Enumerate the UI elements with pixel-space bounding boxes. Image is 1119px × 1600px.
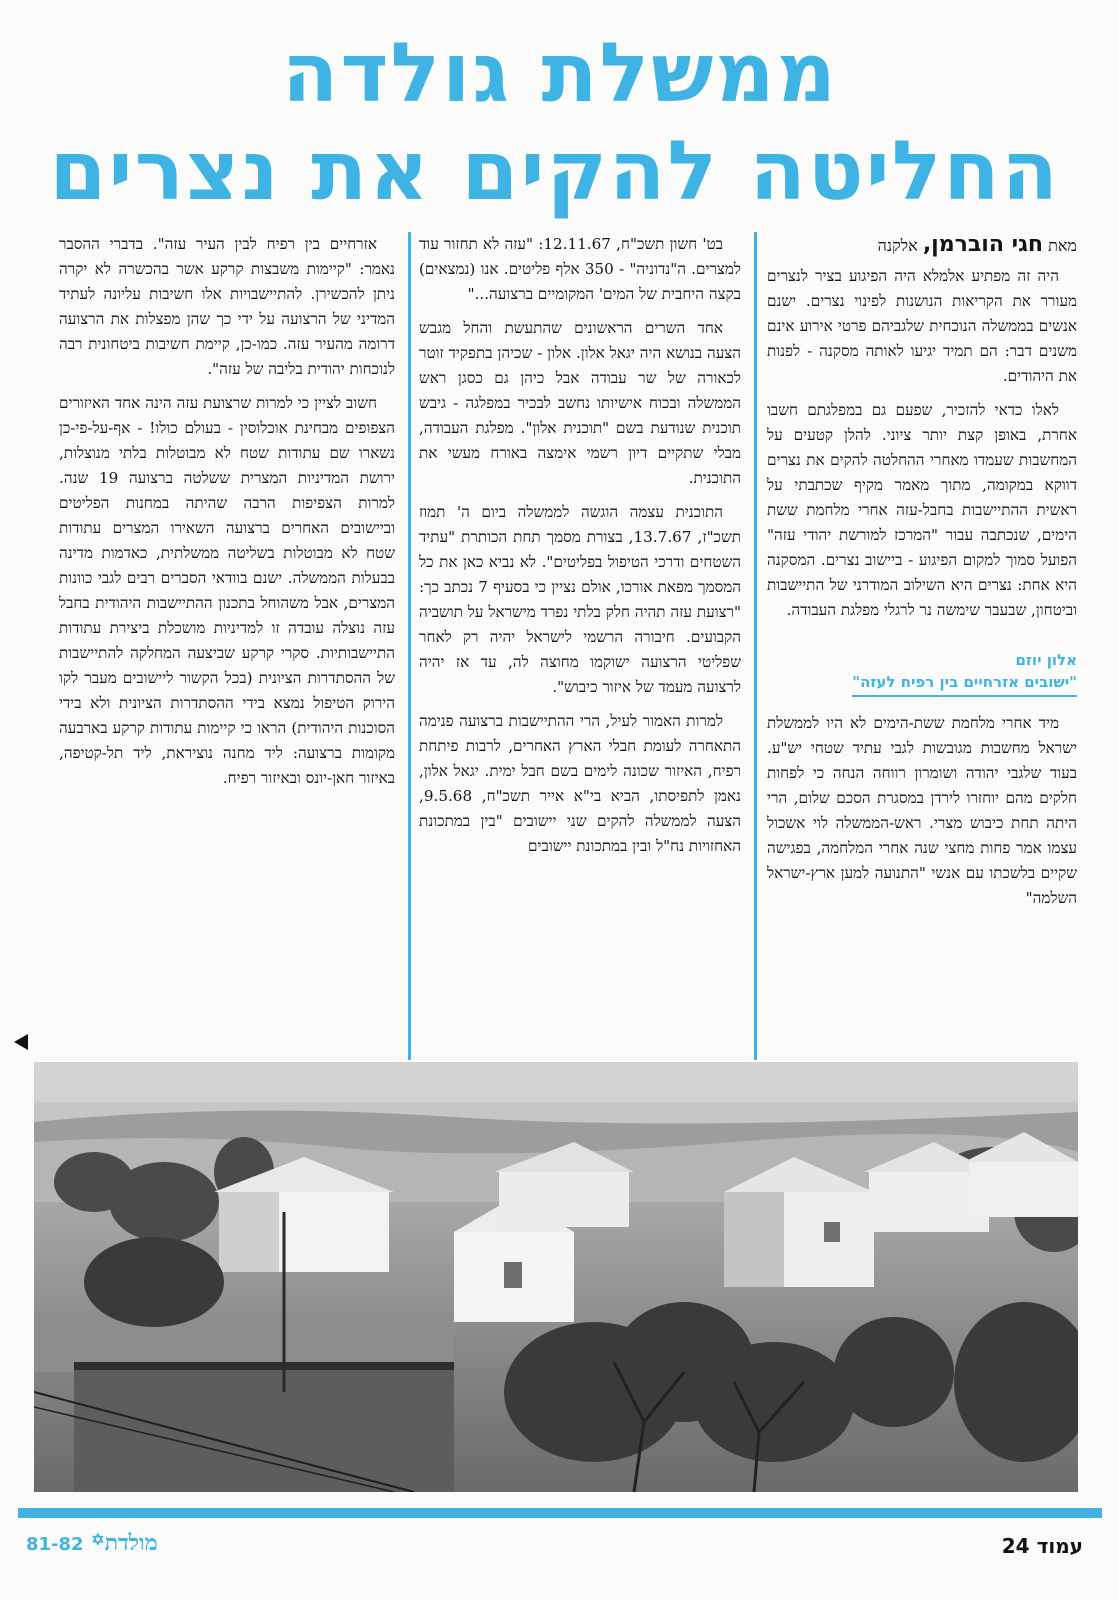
- issue-number: 81-82: [26, 1534, 84, 1555]
- paragraph: היה זה מפתיע אלמלא היה הפיגוע בציר לנצרים מעורר את הקריאות הנושנות לפינוי נצרים. ישנם אנשים בממשלה הנוכחית שלגביהם פרטי אירוע אינם משנים דבר: הם תמיד יגיעו לאותה מסקנה - לפנות את היהודים.: [767, 267, 1077, 385]
- subhead-line-2: "ישובים אזרחיים בין רפיח לעזה": [852, 671, 1077, 697]
- byline-author: חגי הוברמן,: [922, 232, 1044, 257]
- paragraph: התוכנית עצמה הוגשה לממשלה ביום ה' תמוז תשכ"ז, 13.7.67, בצורת מסמך תחת הכותרת "עתיד השטחים ודרכי הטיפול בפליטים". לא נביא כאן את כל המסמך מפאת אורכו, אולם נציין כי בסעיף 7 נכתב כך: "רצועת עזה תהיה חלק בלתי נפרד מישראל על תושביה הקבועים. חיבורה הרשמי לישראל יהיה רק לאחר שפליטי הרצועה ישוקמו מחוצה לה, עד אז יהיה לרצועה מעמד של איזור כיבוש".: [419, 503, 741, 696]
- paragraph: למרות האמור לעיל, הרי ההתיישבות ברצועה פנימה התאחרה לעומת חבלי הארץ האחרים, לרבות פיתחת רפיח, האיזור שכונה לימים בשם חבל ימית. יגאל אלון, נאמן לתפיסתו, הביא בי"א אייר תשכ"ח, 9.5.68, הצעה לממשלה להקים שני יישובים "בין במתכונת האחזויות נח"ל ובין במתכונת יישובים: [419, 712, 741, 855]
- settlement-photo: [34, 1062, 1078, 1492]
- article-column-right: [767, 232, 1077, 1062]
- paragraph: אזרחיים בין רפיח לבין העיר עזה". בדברי ההסבר נאמר: "קיימות משבצות קרקע אשר בהכשרה לא יקרה ניתן להכשירן. להתיישבויות אלו חשיבות עליונה לעתיד המדיני של הרצועה על ידי כך שהן מפצלות את הרצועה דרומה מהעיר עזה. כמו-כן, קיימת חשיבות ביטחונית רבה לנוכחות יהודית בליבה של עזה".: [59, 235, 395, 378]
- magazine-name: מולדת: [104, 1530, 158, 1556]
- paragraph: חשוב לציין כי למרות שרצועת עזה הינה אחד האיזורים הצפופים מבחינת אוכלוסין - בעולם כולו! - אף-על-פי-כן נשארו שם עתודות שטח לא מבוטלות בלתי מנוצלות, ירושת המדיניות המצרית ששלטה ברצועה 19 שנה. למרות הצפיפות הרבה שהיתה במחנות הפליטים וביישובים האחרים ברצועה השאירו המצרים עתודות שטח לא מבוטלות בשליטה ממשלתית, כאדמות מדינה בבעלות הממשלה. ישנם בוודאי הסברים רבים לגבי כוונות המצרים, אבל משהוחל בתכנון ההתיישבות היהודית בחבל עזה נוצלה עובדה זו למדיניות מושכלת ביצירת עתודות התיישבותיות. סקרי קרקע שביצעה המחלקה להתיישבות של ההסתדרות הציונית (בכל הקשור ליישובים מעבר לקו הירוק הטיפול נמצא בידי ההסתדרות הציונית ולא בידי הסוכנות היהודית) הראו כי קיימות עתודות קרקע בארבעה מקומות ברצועה: ליד מחנה נוציראת, ליד תל-קטיפה, באיזור חאן-יונס ובאיזור רפיח.: [59, 394, 395, 787]
- paragraph: לאלו כדאי להזכיר, שפעם גם במפלגתם חשבו אחרת, באופן קצת יותר ציוני. להלן קטעים על המחשבות שעמדו מאחרי ההחלטה להקים את נצרים דווקא במקומה, מתוך מאמר מקיף שכתבתי על ראשית ההתיישבות בחבל-עזה אחרי מלחמת ששת הימים, שנכתבה עבור "המרכז למורשת יהודי עזה" הפועל סמוך למקום הפיגוע - ביישוב נצרים. המסקנה היא אחת: נצרים היא השילוב המודרני של התיישבות וביטחון, שבעבר שימשה נר לרגלי מפלגת העבודה.: [767, 401, 1077, 619]
- settlement-photo-illustration: [34, 1062, 1078, 1492]
- menorah-star-icon: ✡: [91, 1530, 105, 1549]
- paragraph: אחד השרים הראשונים שהתעשת והחל מגבש הצעה בנושא היה יגאל אלון. אלון - שכיהן בתפקיד זוטר לכאורה של שר עבודה אבל כיהן גם כסגן ראש הממשלה ובכוח אישיותו נחשב לבכיר במפלגה - גיבש תוכנית שנודעת בשם "תוכנית אלון". מפלגת העבודה, מבלי שתקיים דיון רשמי אימצה באורח מעשי את התוכנית.: [419, 319, 741, 487]
- triangle-left-icon: [14, 1034, 28, 1050]
- headline-line-1: ממשלת גולדה: [282, 26, 838, 121]
- article-column-middle: [419, 232, 741, 1060]
- magazine-masthead: [20, 1530, 158, 1556]
- column-divider: [754, 232, 757, 1060]
- section-subhead: [767, 649, 1077, 697]
- article-column-left: [59, 232, 395, 1062]
- byline: [767, 232, 1077, 258]
- column-divider: [408, 232, 411, 1060]
- byline-prefix: מאת: [1048, 236, 1077, 255]
- page-number: עמוד 24: [1001, 1534, 1083, 1558]
- headline-line-2: החליטה להקים את נצרים: [49, 124, 1060, 219]
- paragraph: מיד אחרי מלחמת ששת-הימים לא היו לממשלת ישראל מחשבות מגובשות לגבי עתיד שטחי יש"ע. בעוד שלגבי יהודה ושומרון רווחה הנחה כי לפחות חלקים מהם יוחזרו לירדן במסגרת הסכם שלום, הרי היתה תחת כיבוש מצרי. ראש-הממשלה לוי אשכול עצמו אמר פחות מחצי שנה אחרי המלחמה, בפגישה שקיים בלשכתו עם אנשי "התנועה למען ארץ-ישראל השלמה": [767, 714, 1077, 907]
- paragraph: בט' חשון תשכ"ח, 12.11.67: "עזה לא תחזור עוד למצרים. ה"נדוניה" - 350 אלף פליטים. אנו (נמצאים) בקצה היחבית של המים' המקומיים ברצועה...": [419, 235, 741, 303]
- footer-rule: [18, 1508, 1102, 1518]
- subhead-line-1: אלון יוזם: [1015, 651, 1077, 669]
- byline-place: אלקנה: [877, 236, 918, 255]
